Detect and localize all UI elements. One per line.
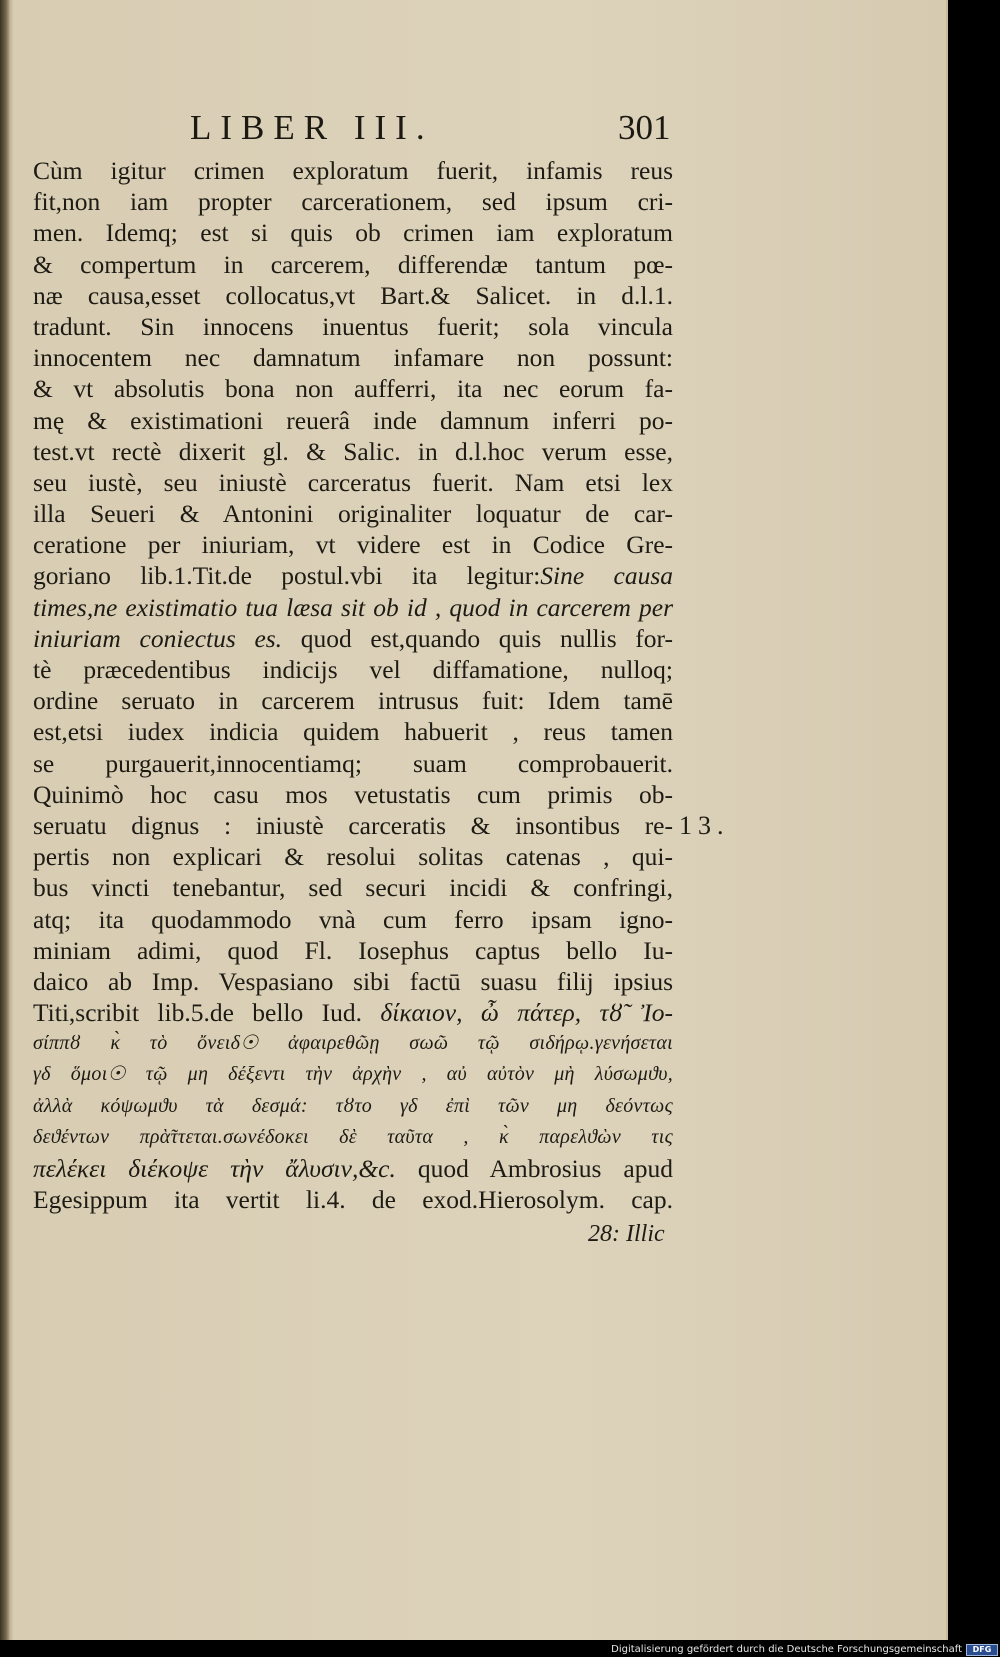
text-line: ordine seruato in carcerem intrusus fuit: Idem tamē [33, 686, 673, 716]
dfg-logo: DFG [966, 1644, 998, 1656]
text-line: illa Seueri & Antonini originaliter loquatur de car- [33, 499, 673, 529]
page-binding-shadow [0, 0, 10, 1640]
text-line [33, 560, 673, 591]
body-text [33, 155, 673, 1215]
text-line: innocentem nec damnatum infamare non possunt: [33, 343, 673, 373]
text-line: men. Idemq; est si quis ob crimen iam exploratum [33, 218, 673, 248]
text-segment: goriano lib.1.Tit.de postul.vbi ita legitur: [33, 561, 541, 591]
text-line: est,etsi iudex indicia quidem habuerit , reus tamen [33, 717, 673, 747]
text-line: test.vt rectè dixerit gl. & Salic. in d.l.hoc verum esse, [33, 436, 673, 466]
text-segment: quod Ambrosius apud [417, 1154, 674, 1183]
text-line: miniam adimi, quod Fl. Iosephus captus bello Iu- [33, 935, 673, 965]
text-line: seruatu dignus : iniustè carceratis & insontibus re- [33, 810, 673, 840]
text-line: & compertum in carcerem, differendæ tantum pœ- [33, 249, 673, 279]
text-line: mę & existimationi reuerâ inde damnum inferri po- [33, 405, 673, 435]
greek-text-line: γδ ὅμοι☉ τῷ μη δέξεντι τὴν ἀρχὴν , αὐ αὐτὸν μὴ λύσωμϑυ, [33, 1063, 673, 1086]
text-line: ceratione per iniuriam, vt videre est in Codice Gre- [33, 530, 673, 560]
text-line: & vt absolutis bona non aufferri, ita nec eorum fa- [33, 374, 673, 404]
catchword: 28: Illic [588, 1221, 665, 1247]
text-line: pertis non explicari & resolui solitas catenas , qui- [33, 842, 673, 872]
text-line: atq; ita quodammodo vnà cum ferro ipsam igno- [33, 904, 673, 934]
text-line: tè præcedentibus indicijs vel diffamatione, nulloq; [33, 655, 673, 684]
running-title: LIBER III. [190, 108, 434, 147]
page-header [0, 108, 946, 148]
page-number: 301 [618, 108, 671, 147]
text-line: Cùm igitur crimen exploratum fuerit, infamis reus [33, 156, 673, 185]
text-line [33, 1153, 673, 1184]
text-line: næ causa,esset collocatus,vt Bart.& Salicet. in d.l.1. [33, 280, 673, 310]
text-line: Egesippum ita vertit li.4. de exod.Hierosolym. cap. [33, 1185, 673, 1215]
text-segment: quod est,quando quis nullis for- [300, 623, 673, 653]
text-line: tradunt. Sin innocens inuentus fuerit; sola vincula [33, 311, 673, 341]
margin-note-number: 13. [679, 811, 730, 840]
text-segment: Titi,scribit lib.5.de bello Iud. [33, 998, 362, 1028]
text-line: daico ab Imp. Vespasiano sibi factū suasu filij ipsius [33, 966, 673, 996]
greek-text-line: σίππȣ κ̀ τὸ ὄνειδ☉ ἀφαιρεθῶῃ σωῶ τῷ σιδήρῳ.γενήσεται [33, 1032, 673, 1055]
text-line [33, 997, 673, 1028]
text-line: seu iustè, seu iniustè carceratus fuerit. Nam etsi lex [33, 467, 673, 497]
greek-quotation: πελέκει διέκοψε τὴν ἄλυσιν,&c. [33, 1154, 396, 1183]
italic-quotation-line: times,ne existimatio tua læsa sit ob id , quod in carcerem per [33, 592, 673, 622]
text-line: bus vincti tenebantur, sed securi incidi & confringi, [33, 873, 673, 903]
italic-quotation: Sine causa [540, 561, 674, 591]
digitization-footer [560, 1643, 1000, 1657]
text-line [33, 623, 673, 654]
greek-text-line: δεϑέντων πρὰ̃ττεται.σωνέδοκει δὲ ταῦτα , κ̀ παρελϑὼν τις [33, 1125, 673, 1148]
greek-quotation: δίκαιον, ὦ πάτερ, τȣ̃ Ἰο- [380, 998, 674, 1028]
text-line: fit,non iam propter carcerationem, sed ipsum cri- [33, 187, 673, 217]
funding-credit: Digitalisierung gefördert durch die Deutsche Forschungsgemeinschaft [611, 1644, 962, 1655]
greek-text-line: ἀλλὰ κόψωμϑυ τὰ δεσμά: τȣτο γδ ἐπὶ τῶν μη δεόντως [33, 1094, 673, 1117]
italic-quotation: iniuriam coniectus es. [33, 623, 283, 653]
text-line: Quinimò hoc casu mos vetustatis cum primis ob- [33, 779, 673, 809]
text-line: se purgauerit,innocentiamq; suam comprobauerit. [33, 748, 673, 778]
